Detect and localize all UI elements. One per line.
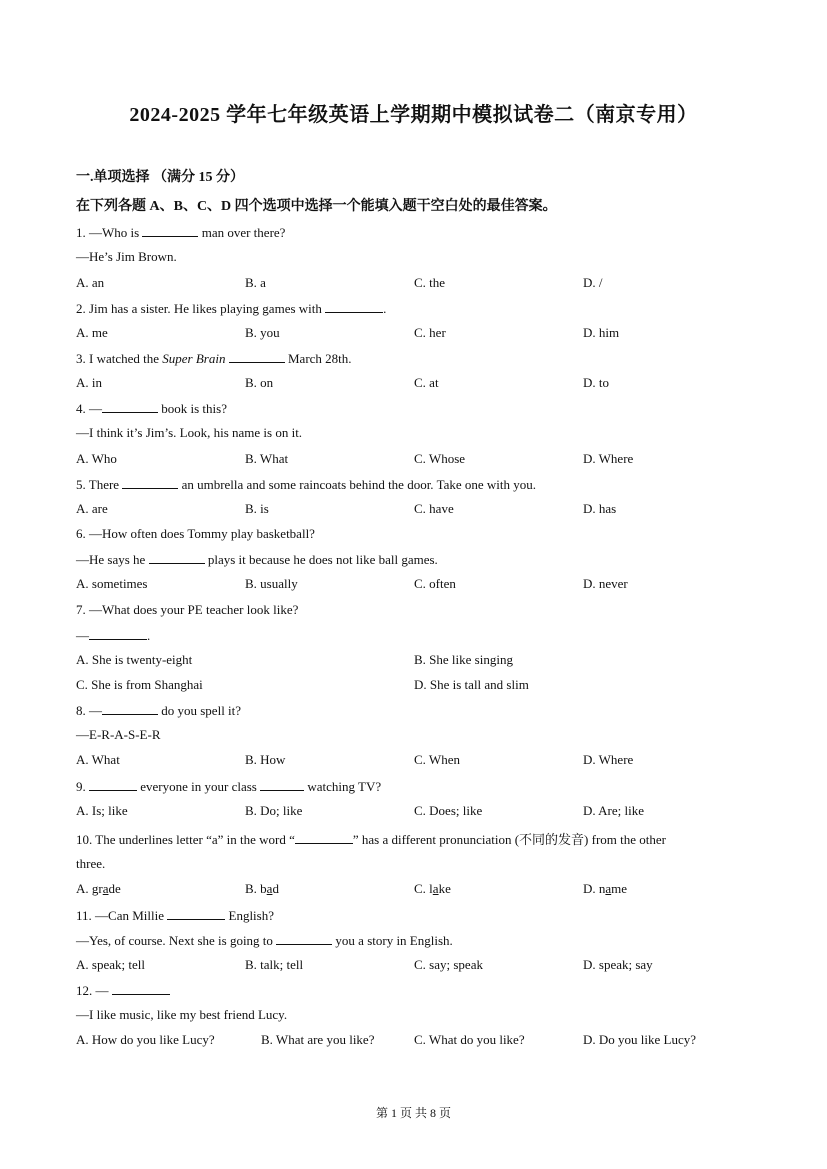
option-b: B. She like singing	[414, 652, 513, 667]
option-d: D. to	[583, 375, 609, 390]
page-title: 2024-2025 学年七年级英语上学期期中模拟试卷二（南京专用）	[129, 104, 698, 126]
option-a: A. me	[76, 325, 108, 340]
question-1-response: —He’s Jim Brown.	[76, 249, 177, 264]
option-b: B. you	[245, 325, 280, 340]
option-c: C. lake	[414, 881, 451, 896]
answer-blank	[142, 224, 198, 237]
question-4: 4. — book is this?	[76, 401, 227, 416]
option-c: C. her	[414, 325, 446, 340]
answer-blank	[229, 350, 285, 363]
answer-blank	[89, 778, 137, 791]
option-d: D. Are; like	[583, 803, 645, 818]
option-b: B. is	[245, 501, 269, 516]
option-c: C. Does; like	[414, 803, 483, 818]
answer-blank	[102, 400, 158, 413]
option-d: D. Where	[583, 752, 634, 767]
question-3: 3. I watched the Super Brain March 28th.	[76, 351, 352, 366]
option-d: D. name	[583, 881, 628, 896]
option-a: A. are	[76, 501, 108, 516]
answer-blank	[325, 300, 383, 313]
option-b: B. What	[245, 451, 289, 466]
option-b: B. talk; tell	[245, 957, 304, 972]
option-b: B. bad	[245, 881, 279, 896]
option-c: C. the	[414, 275, 446, 290]
option-c: C. often	[414, 576, 456, 591]
option-d: D. Do you like Lucy?	[583, 1032, 697, 1047]
question-8: 8. — do you spell it?	[76, 703, 242, 718]
answer-blank	[102, 702, 158, 715]
question-2: 2. Jim has a sister. He likes playing games with .	[76, 301, 387, 316]
question-7: 7. —What does your PE teacher look like?	[76, 602, 299, 617]
option-d: D. has	[583, 501, 617, 516]
option-d: D. Where	[583, 451, 634, 466]
option-d: D. him	[583, 325, 620, 340]
option-a: A. What	[76, 752, 120, 767]
option-d: D. speak; say	[583, 957, 653, 972]
answer-blank	[260, 778, 304, 791]
answer-blank	[276, 932, 332, 945]
option-b: B. What are you like?	[261, 1032, 375, 1047]
question-9: 9. everyone in your class watching TV?	[76, 779, 382, 794]
option-d: D. /	[583, 275, 603, 290]
question-10: 10. The underlines letter “a” in the word “ ” has a different pronunciation (不同的发音) from the other	[76, 832, 666, 847]
question-5: 5. There an umbrella and some raincoats behind the door. Take one with you.	[76, 477, 537, 492]
answer-blank	[112, 982, 170, 995]
question-11-response: —Yes, of course. Next she is going to you a story in English.	[76, 933, 453, 948]
option-a: A. How do you like Lucy?	[76, 1032, 215, 1047]
option-a: A. Is; like	[76, 803, 128, 818]
option-b: B. Do; like	[245, 803, 303, 818]
question-12-response: —I like music, like my best friend Lucy.	[76, 1007, 288, 1022]
option-a: A. She is twenty-eight	[76, 652, 193, 667]
option-b: B. a	[245, 275, 266, 290]
answer-blank	[89, 627, 147, 640]
option-b: B. on	[245, 375, 274, 390]
option-a: A. grade	[76, 881, 121, 896]
option-c: C. at	[414, 375, 439, 390]
question-4-response: —I think it’s Jim’s. Look, his name is on it.	[76, 425, 303, 440]
instruction: 在下列各题 A、B、C、D 四个选项中选择一个能填入题干空白处的最佳答案。	[76, 199, 557, 214]
question-11: 11. —Can Millie English?	[76, 908, 274, 923]
option-b: B. How	[245, 752, 286, 767]
option-d: D. She is tall and slim	[414, 677, 529, 692]
option-a: A. speak; tell	[76, 957, 145, 972]
option-c: C. have	[414, 501, 454, 516]
answer-blank	[167, 907, 225, 920]
question-6-response: —He says he plays it because he does not like ball games.	[76, 552, 438, 567]
answer-blank	[295, 831, 353, 844]
question-7-response: — .	[76, 628, 151, 643]
option-a: A. an	[76, 275, 105, 290]
question-6: 6. —How often does Tommy play basketball?	[76, 526, 315, 541]
page-footer: 第 1 页 共 8 页	[375, 1106, 451, 1120]
section-heading: 一.单项选择 （满分 15 分）	[76, 170, 244, 185]
question-10-continued: three.	[76, 856, 106, 871]
option-a: A. Who	[76, 451, 117, 466]
question-12: 12. —	[76, 982, 170, 999]
option-c: C. What do you like?	[414, 1032, 525, 1047]
question-8-response: —E-R-A-S-E-R	[76, 727, 161, 742]
answer-blank	[122, 476, 178, 489]
option-c: C. She is from Shanghai	[76, 677, 203, 692]
option-a: A. in	[76, 375, 102, 390]
option-d: D. never	[583, 576, 628, 591]
option-b: B. usually	[245, 576, 298, 591]
answer-blank	[149, 551, 205, 564]
option-a: A. sometimes	[76, 576, 148, 591]
option-c: C. say; speak	[414, 957, 483, 972]
option-c: C. Whose	[414, 451, 466, 466]
question-1: 1. —Who is man over there?	[76, 225, 286, 240]
option-c: C. When	[414, 752, 460, 767]
